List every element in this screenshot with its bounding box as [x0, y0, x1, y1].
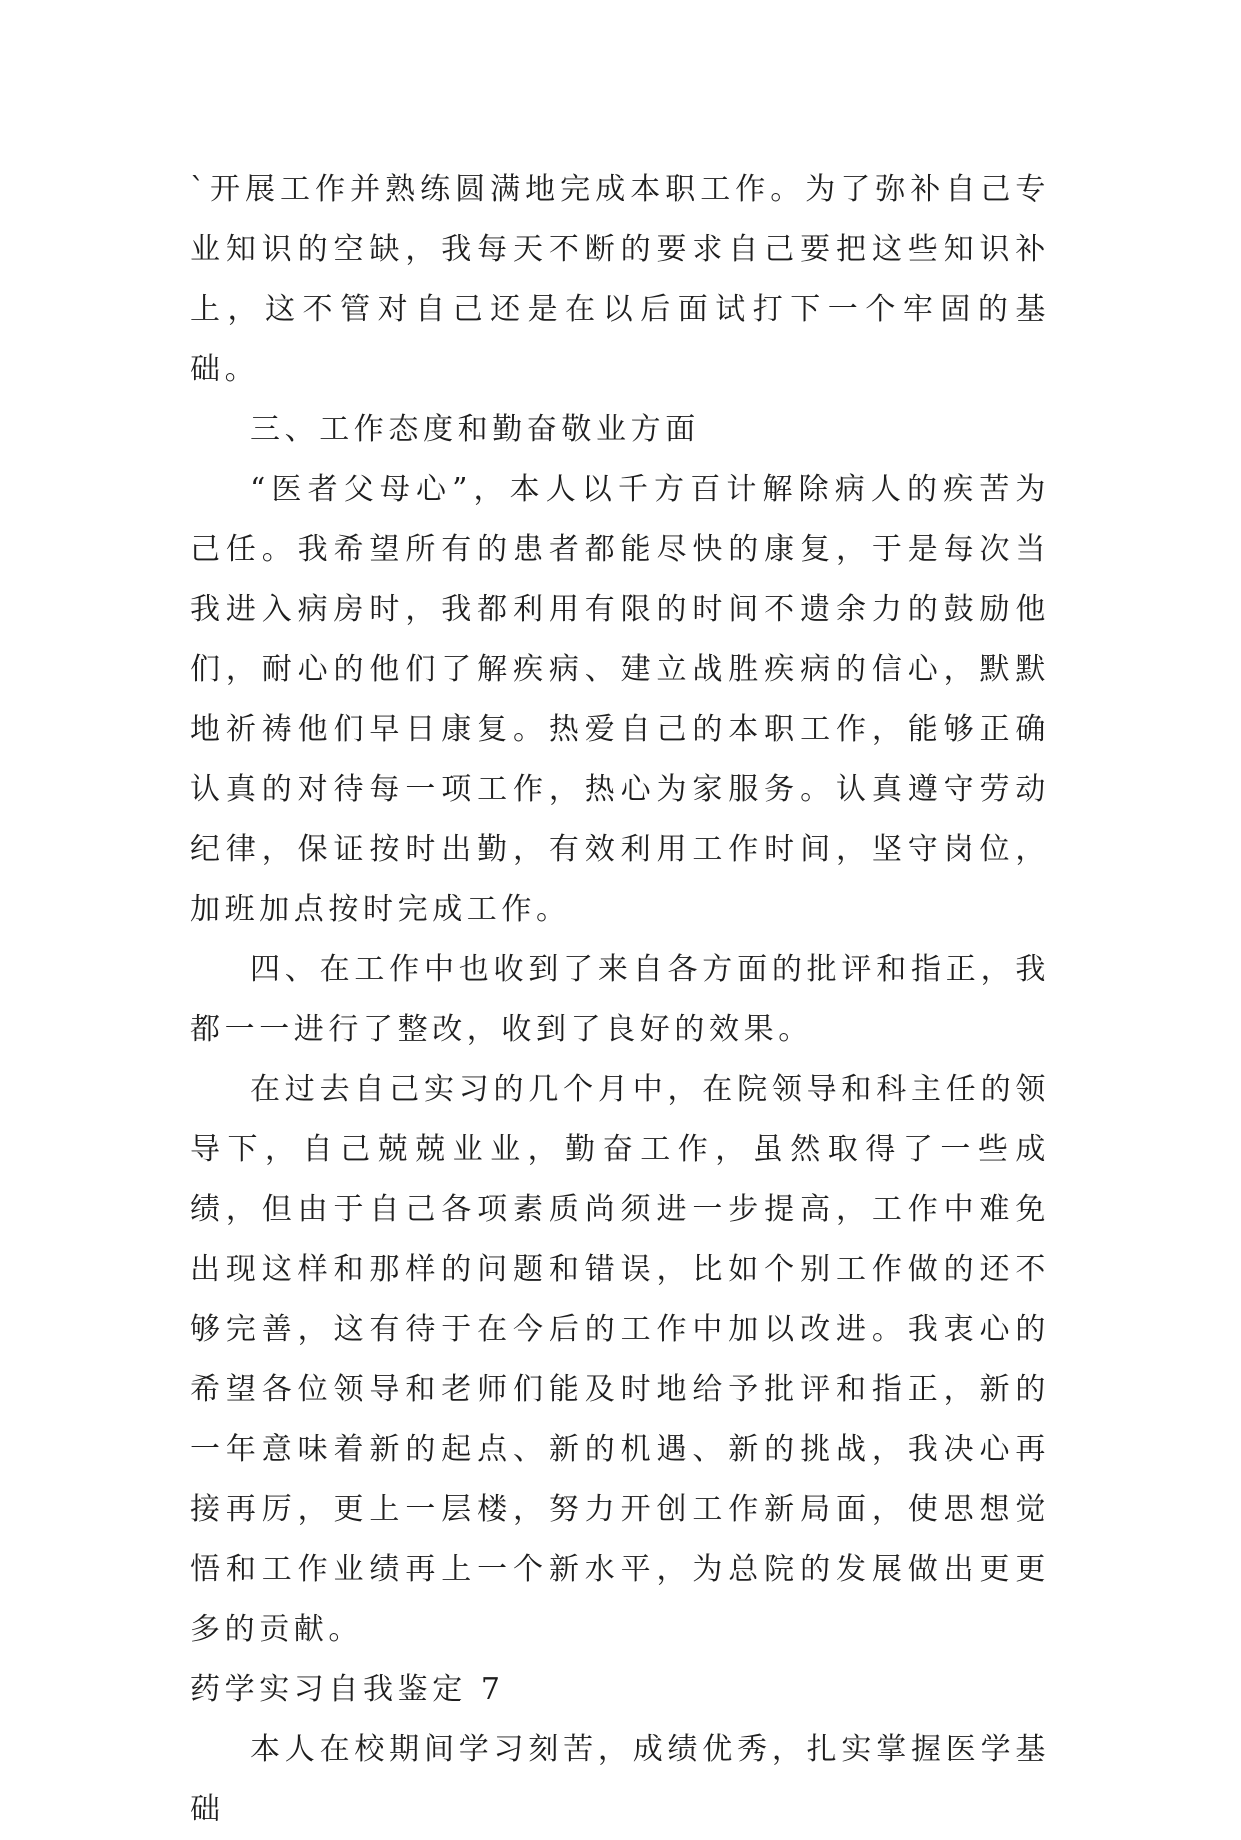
paragraph-continuation: `开展工作并熟练圆满地完成本职工作。为了弥补自己专业知识的空缺，我每天不断的要求自己要把这些知识补上，这不管对自己还是在以后面试打下一个牢固的基础。	[190, 172, 1050, 387]
article-title: 药学实习自我鉴定 7	[190, 1672, 505, 1707]
paragraph-doctor-heart: “医者父母心”，本人以千方百计解除病人的疾苦为己任。我希望所有的患者都能尽快的康复，于是每次当我进入病房时，我都利用有限的时间不遗余力的鼓励他们，耐心的他们了解疾病、建立战胜疾病的信心，默默地祈祷他们早日康复。热爱自己的本职工作，能够正确认真的对待每一项工作，热心为家服务。认真遵守劳动纪律，保证按时出勤，有效利用工作时间，坚守岗位，加班加点按时完成工作。	[190, 472, 1050, 927]
paragraph-intro: 本人在校期间学习刻苦，成绩优秀，扎实掌握医学基础	[190, 1732, 1050, 1827]
paragraph-summary: 在过去自己实习的几个月中，在院领导和科主任的领导下，自己兢兢业业，勤奋工作，虽然取得了一些成绩，但由于自己各项素质尚须进一步提高，工作中难免出现这样和那样的问题和错误，比如个别工作做的还不够完善，这有待于在今后的工作中加以改进。我衷心的希望各位领导和老师们能及时地给予批评和指正，新的一年意味着新的起点、新的机遇、新的挑战，我决心再接再厉，更上一层楼，努力开创工作新局面，使思想觉悟和工作业绩再上一个新水平，为总院的发展做出更更多的贡献。	[190, 1072, 1050, 1647]
document-body	[190, 160, 1050, 1840]
section-heading-work-attitude: 三、工作态度和勤奋敬业方面	[250, 412, 700, 447]
paragraph-criticism: 四、在工作中也收到了来自各方面的批评和指正，我都一一进行了整改，收到了良好的效果。	[190, 952, 1050, 1047]
